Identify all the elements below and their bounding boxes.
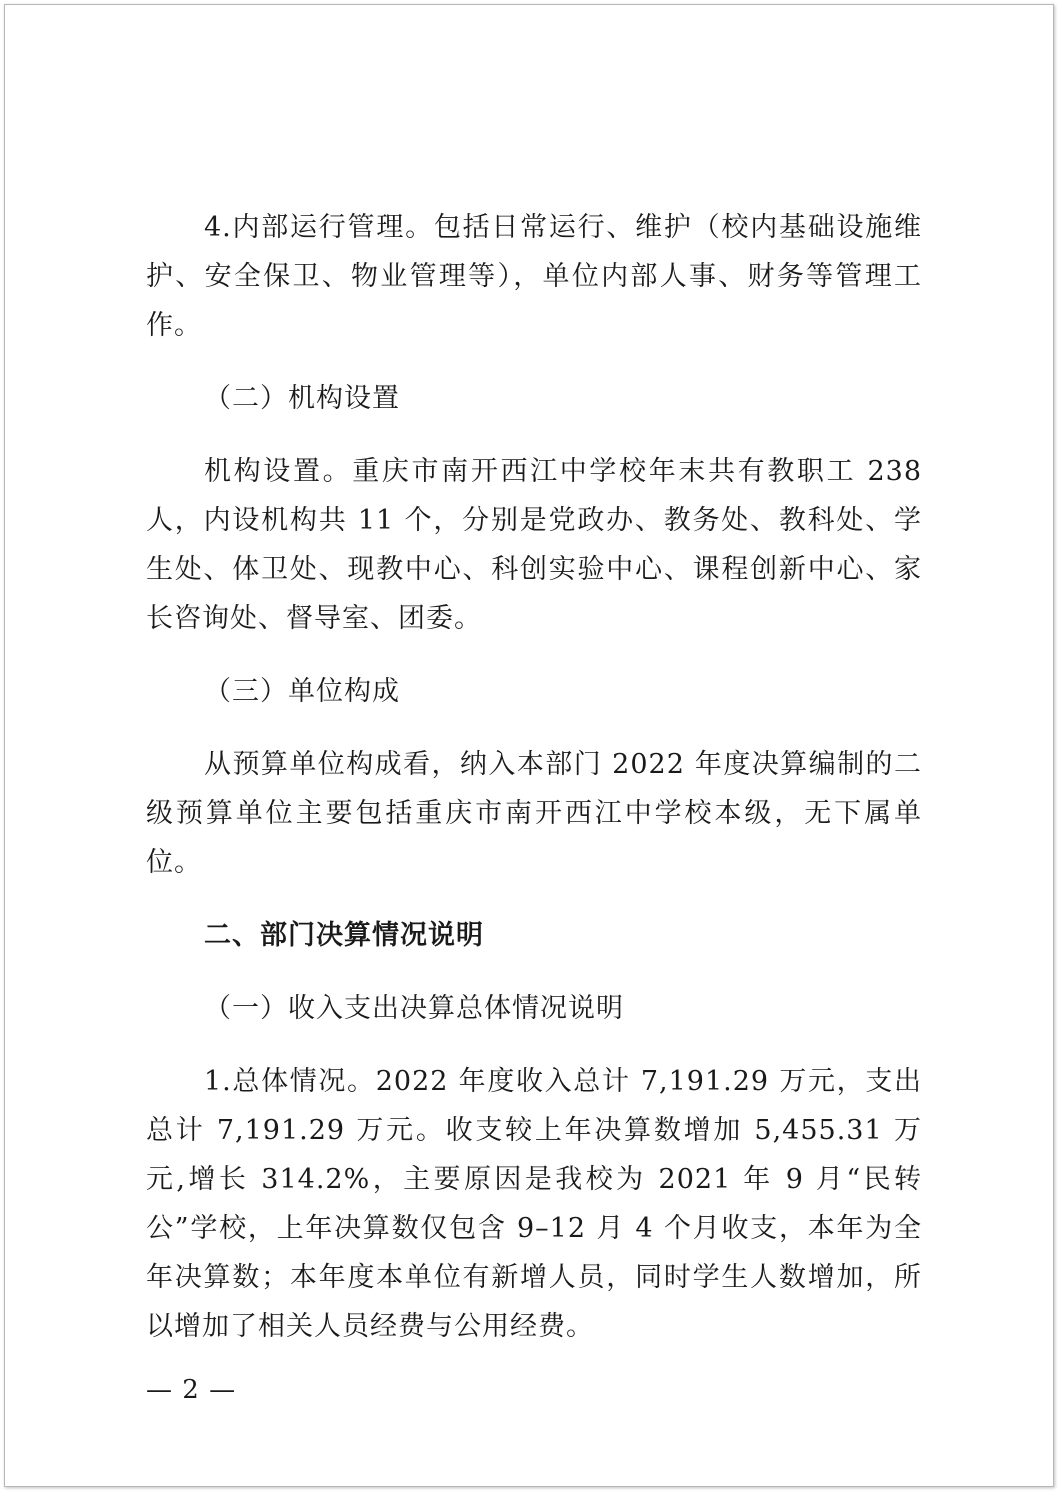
paragraph-org-setup: 机构设置。重庆市南开西江中学校年末共有教职工 238 人，内设机构共 11 个，分别是党政办、教务处、教科处、学生处、体卫处、现教中心、科创实验中心、课程创新中心、家长咨询处、督导室、团委。 [146, 456, 922, 634]
page-number: — 2 — [146, 1375, 237, 1405]
heading-income-expense: （一）收入支出决算总体情况说明 [204, 993, 624, 1024]
heading-org-setup: （二）机构设置 [204, 383, 400, 414]
paragraph-overall: 1.总体情况。2022 年度收入总计 7,191.29 万元，支出总计 7,191.29 万元。收支较上年决算数增加 5,455.31 万元,增长 314.2%，主要原因是我校为 2021 年 9 月“民转公”学校，上年决算数仅包含 9–12 月 4 个月收支，本年为全年决算数；本年度本单位有新增人员，同时学生人数增加，所以增加了相关人员经费与公用经费。 [146, 1066, 922, 1342]
heading-section-two: 二、部门决算情况说明 [204, 920, 484, 951]
paragraph-unit-composition: 从预算单位构成看，纳入本部门 2022 年度决算编制的二级预算单位主要包括重庆市南开西江中学校本级，无下属单位。 [146, 749, 922, 878]
document-page [4, 4, 1054, 1487]
heading-unit-composition: （三）单位构成 [204, 676, 400, 707]
paragraph-internal-management: 4.内部运行管理。包括日常运行、维护（校内基础设施维护、安全保卫、物业管理等），单位内部人事、财务等管理工作。 [146, 212, 922, 341]
document-body [146, 203, 922, 1351]
